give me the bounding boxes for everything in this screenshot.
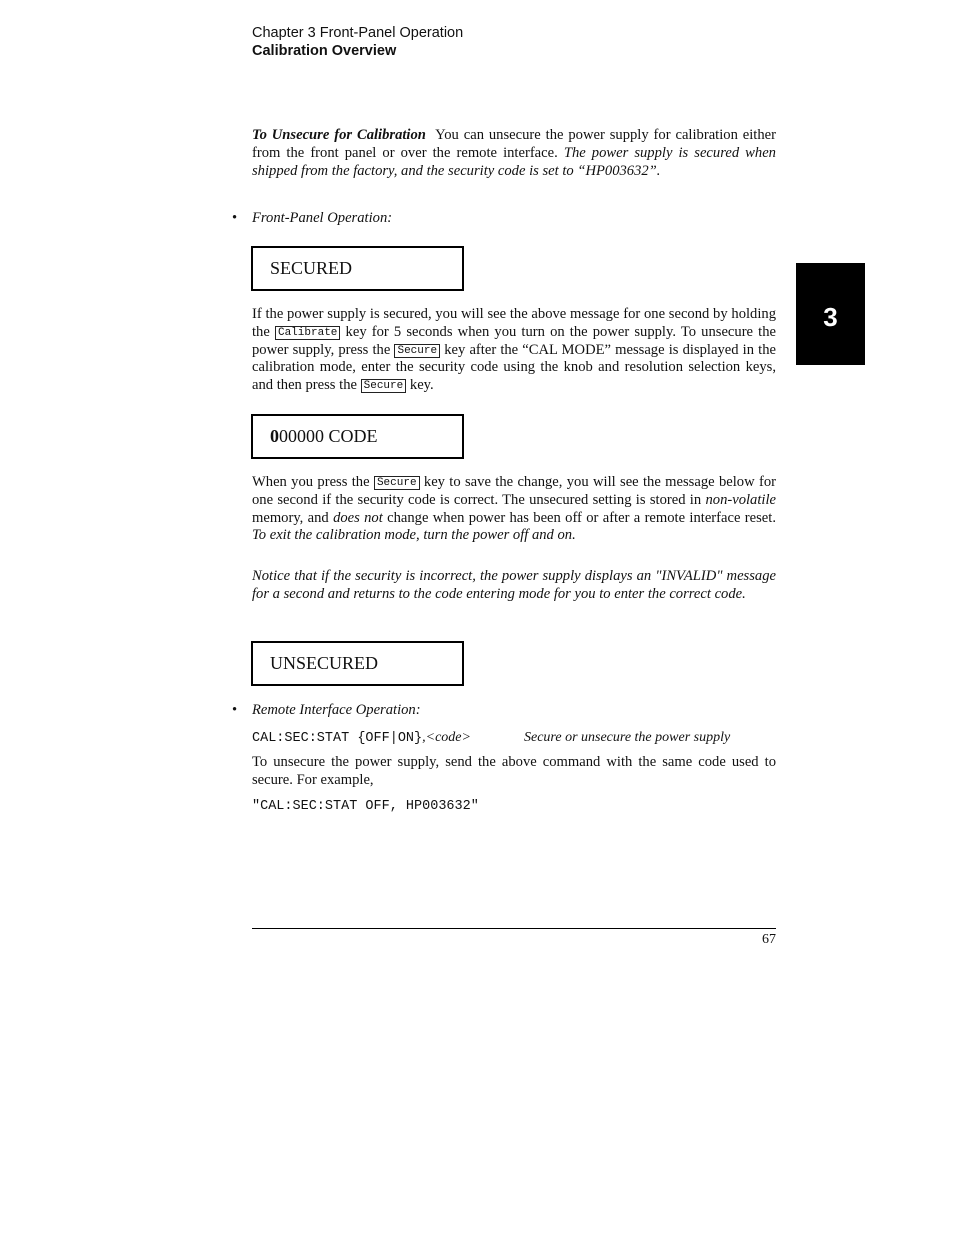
bullet-dot-icon: •: [232, 702, 238, 718]
code-text-3: memory, and: [252, 509, 329, 526]
display-code: [251, 414, 464, 459]
display-code-rest: 00000 CODE: [279, 426, 378, 446]
command-param: ,<code>: [422, 730, 471, 745]
run-in-heading: To Unsecure for Calibration: [252, 127, 426, 143]
footer-rule: [252, 928, 776, 929]
code-italic-2: does not: [333, 509, 383, 526]
display-secured: [251, 246, 464, 291]
remote-paragraph: To unsecure the power supply, send the above command with the same code used to secure. For example,: [252, 754, 776, 788]
bullet-front-panel: [232, 209, 393, 227]
section-title: Calibration Overview: [252, 43, 397, 59]
command-description: Secure or unsecure the power supply: [524, 730, 731, 745]
display-unsecured-text: UNSECURED: [270, 653, 379, 673]
code-italic-1: non-volatile: [705, 491, 776, 508]
page-header: [252, 24, 463, 60]
secure-key: Secure: [374, 476, 420, 490]
intro-italic-text: The power supply is secured when shipped from the factory, and the security code is set to “HP003632”.: [252, 144, 776, 179]
secured-text-2: key for 5 seconds when you turn on the power supply. To unsecure the power supply, press the: [252, 323, 776, 358]
chapter-tab: [796, 263, 865, 365]
calibrate-key: Calibrate: [275, 326, 340, 340]
intro-paragraph: [252, 127, 776, 180]
display-unsecured: [251, 641, 464, 686]
code-text-4: change when power has been off or after a remote interface reset.: [387, 509, 776, 526]
display-code-first-digit: 0: [270, 426, 279, 446]
bullet-dot-icon: •: [232, 210, 238, 226]
secure-key: Secure: [361, 379, 407, 393]
example-command: "CAL:SEC:STAT OFF, HP003632": [252, 799, 479, 814]
chapter-tab-label: 3: [823, 301, 838, 332]
display-secured-text: SECURED: [270, 258, 353, 278]
code-paragraph: [252, 474, 776, 545]
command-line: [252, 729, 782, 748]
code-text-2: key to save the change, you will see the message below for one second if the security code is correct. The unsecured setting is stored in: [252, 474, 776, 508]
code-text-1: When you press the: [252, 474, 370, 490]
command-syntax: CAL:SEC:STAT {OFF|ON}: [252, 731, 423, 746]
secured-text-1: If the power supply is secured, you will see the above message for one second by holding the: [252, 306, 776, 340]
chapter-title: Chapter 3 Front-Panel Operation: [252, 25, 464, 41]
secure-key: Secure: [394, 344, 440, 358]
bullet-remote: [232, 701, 421, 719]
secured-text-4: key.: [409, 377, 434, 394]
notice-paragraph: Notice that if the security is incorrect, the power supply displays an "INVALID" message for a second and returns to the code entering mode for you to enter the correct code.: [252, 568, 776, 602]
code-italic-3: To exit the calibration mode, turn the power off and on.: [252, 527, 576, 544]
intro-text: You can unsecure the power supply for calibration either from the front panel or over the remote interface.: [252, 127, 776, 161]
secured-text-3: key after the “CAL MODE” message is displayed in the calibration mode, enter the security code using the knob and resolution selection keys, and then press the: [252, 341, 776, 394]
page-number: 67: [762, 932, 776, 947]
bullet-remote-label: Remote Interface Operation:: [252, 702, 421, 718]
bullet-front-panel-label: Front-Panel Operation:: [252, 210, 393, 226]
secured-paragraph: [252, 306, 776, 395]
